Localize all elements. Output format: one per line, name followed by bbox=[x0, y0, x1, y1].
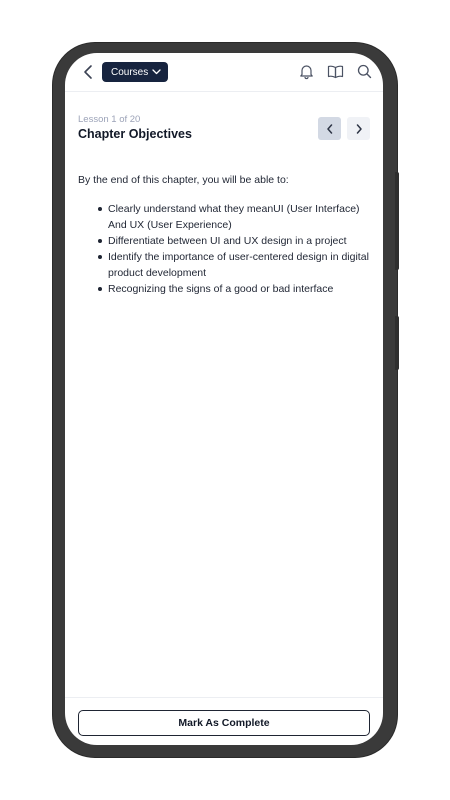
lesson-counter: Lesson 1 of 20 bbox=[78, 114, 141, 125]
courses-label: Courses bbox=[111, 66, 149, 78]
book-icon bbox=[327, 63, 344, 80]
bell-icon bbox=[298, 63, 315, 80]
app-screen bbox=[65, 53, 383, 745]
back-button[interactable] bbox=[81, 63, 97, 81]
courses-dropdown[interactable] bbox=[102, 62, 168, 82]
library-button[interactable] bbox=[327, 63, 344, 80]
top-app-bar bbox=[65, 53, 383, 92]
list-item: Clearly understand what they meanUI (User Interface) And UX (User Experience) bbox=[108, 201, 378, 233]
lesson-title: Chapter Objectives bbox=[78, 127, 192, 141]
top-actions bbox=[298, 63, 373, 80]
objectives-intro: By the end of this chapter, you will be able to: bbox=[78, 174, 289, 186]
list-item: Recognizing the signs of a good or bad interface bbox=[108, 281, 378, 297]
objectives-list bbox=[108, 201, 378, 297]
mark-complete-button[interactable]: Mark As Complete bbox=[78, 710, 370, 736]
bottom-action-bar bbox=[65, 697, 383, 745]
list-item: Identify the importance of user-centered design in digital product development bbox=[108, 249, 378, 281]
chevron-right-icon bbox=[354, 123, 364, 135]
notifications-button[interactable] bbox=[298, 63, 315, 80]
chevron-left-icon bbox=[81, 63, 97, 81]
power-button bbox=[395, 316, 399, 370]
chevron-down-icon bbox=[152, 69, 161, 75]
volume-button bbox=[395, 172, 399, 270]
previous-lesson-button[interactable] bbox=[318, 117, 341, 140]
search-icon bbox=[356, 63, 373, 80]
chevron-left-icon bbox=[325, 123, 335, 135]
search-button[interactable] bbox=[356, 63, 373, 80]
next-lesson-button[interactable] bbox=[347, 117, 370, 140]
list-item: Differentiate between UI and UX design in a project bbox=[108, 233, 378, 249]
